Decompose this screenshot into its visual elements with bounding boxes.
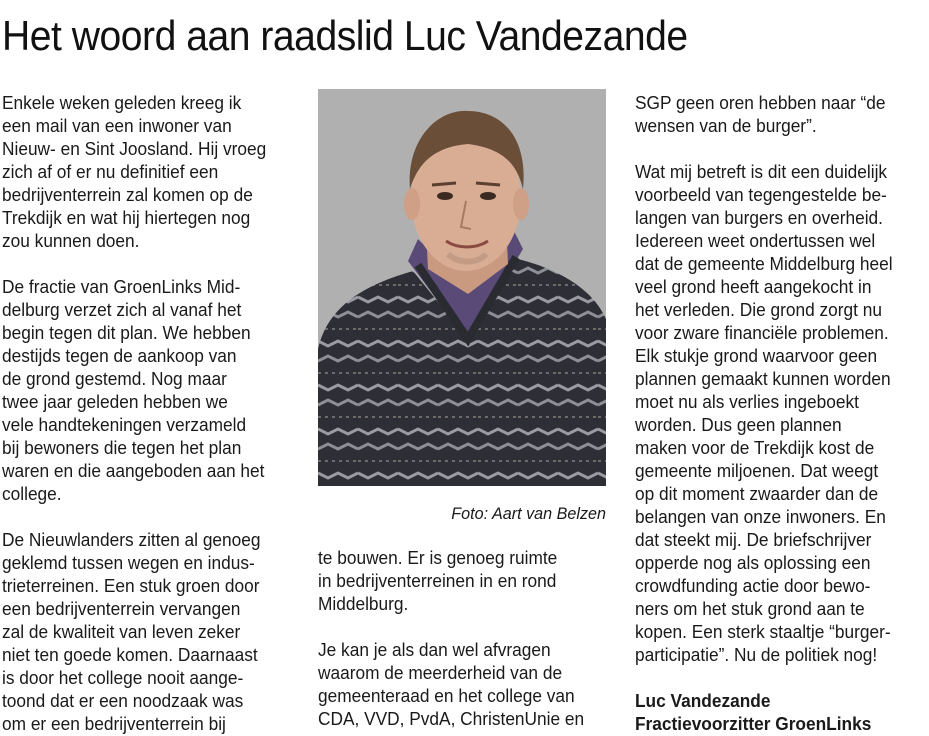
column-1-line: Trekdijk en wat hij hiertegen nog [2,207,251,228]
column-1-line: waren en die aangeboden aan het [2,460,265,481]
column-1-line: zich af of er nu definitief een [2,161,219,182]
column-3-line: plannen gemaakt kunnen worden [635,368,891,389]
column-3-line: langen van burgers en overheid. [635,207,883,228]
column-1-line: de grond gestemd. Nog maar [2,368,227,389]
column-1-line: zou kunnen doen. [2,230,140,251]
column-2-line: Middelburg. [318,593,409,614]
column-1-line: Nieuw- en Sint Joosland. Hij vroeg [2,138,267,159]
column-3-line: voorbeeld van tegengestelde be- [635,184,887,205]
signature-name: Luc Vandezande [635,690,771,711]
column-3-line: moet nu als verlies ingeboekt [635,391,859,412]
column-3-line: veel grond heeft aangekocht in [635,276,872,297]
column-3-line: wensen van de burger”. [635,115,817,136]
column-2-line: Je kan je als dan wel afvragen [318,639,551,660]
column-3-line: op dit moment zwaarder dan de [635,483,879,504]
column-2-line: waarom de meerderheid van de [318,662,563,683]
column-1-line: geklemd tussen wegen en indus- [2,552,255,573]
column-1-line: twee jaar geleden hebben we [2,391,228,412]
column-1-line: een mail van een inwoner van [2,115,232,136]
column-1-line: toond dat er een noodzaak was [2,690,244,711]
column-3-line: opperde nog als oplossing een [635,552,871,573]
paragraph-gap [318,615,608,638]
column-1-line: college. [2,483,62,504]
column-1-line: vele handtekeningen verzameld [2,414,247,435]
article-column-2 [318,546,608,730]
column-1-line: Enkele weken geleden kreeg ik [2,92,242,113]
column-3-line: crowdfunding actie door bewo- [635,575,871,596]
column-3-line: ners om het stuk grond aan te [635,598,865,619]
column-1-line: delburg verzet zich al vanaf het [2,299,242,320]
article-headline: Het woord aan raadslid Luc Vandezande [2,12,688,59]
column-1-line: De Nieuwlanders zitten al genoeg [2,529,261,550]
column-3-line: voor zware financiële problemen. [635,322,889,343]
column-1-line: om er een bedrijventerrein bij [2,713,226,734]
paragraph-gap [2,505,292,528]
column-1-line: een bedrijventerrein vervangen [2,598,241,619]
column-1-line: zal de kwaliteit van leven zeker [2,621,241,642]
column-3-line: Iedereen weet ondertussen wel [635,230,876,251]
column-2-line: in bedrijventerreinen in en rond [318,570,557,591]
column-1-line: is door het college nooit aange- [2,667,244,688]
column-1-line: destijds tegen de aankoop van [2,345,237,366]
article-column-1 [2,91,292,735]
column-2-line: gemeenteraad en het college van [318,685,575,706]
column-3-line: participatie”. Nu de politiek nog! [635,644,878,665]
column-1-line: begin tegen dit plan. We hebben [2,322,251,343]
column-1-line: bij bewoners die tegen het plan [2,437,242,458]
photo-caption: Foto: Aart van Belzen [451,504,606,523]
column-3-line: Elk stukje grond waarvoor geen [635,345,878,366]
paragraph-gap [2,252,292,275]
column-2-line: te bouwen. Er is genoeg ruimte [318,547,558,568]
signature-role: Fractievoorzitter GroenLinks [635,713,872,734]
column-3-line: kopen. Een sterk staaltje “burger- [635,621,891,642]
column-3-line: worden. Dus geen plannen [635,414,842,435]
column-1-line: trieterreinen. Een stuk groen door [2,575,260,596]
column-3-line: SGP geen oren hebben naar “de [635,92,886,113]
paragraph-gap [635,137,925,160]
column-2-line: CDA, VVD, PvdA, ChristenUnie en [318,708,585,729]
column-3-line: belangen van onze inwoners. En [635,506,886,527]
column-3-line: dat steekt mij. De briefschrijver [635,529,872,550]
article-column-3 [635,91,925,735]
column-3-line: gemeente miljoenen. Dat weegt [635,460,879,481]
column-1-line: niet ten goede komen. Daarnaast [2,644,258,665]
column-3-line: het verleden. Die grond zorgt nu [635,299,882,320]
paragraph-gap [635,666,925,689]
column-3-line: Wat mij betreft is dit een duidelijk [635,161,888,182]
column-3-line: dat de gemeente Middelburg heel [635,253,893,274]
portrait-photo-icon [318,89,606,486]
column-3-line: maken voor de Trekdijk kost de [635,437,875,458]
column-1-line: De fractie van GroenLinks Mid- [2,276,241,297]
column-1-line: bedrijventerrein zal komen op de [2,184,253,205]
